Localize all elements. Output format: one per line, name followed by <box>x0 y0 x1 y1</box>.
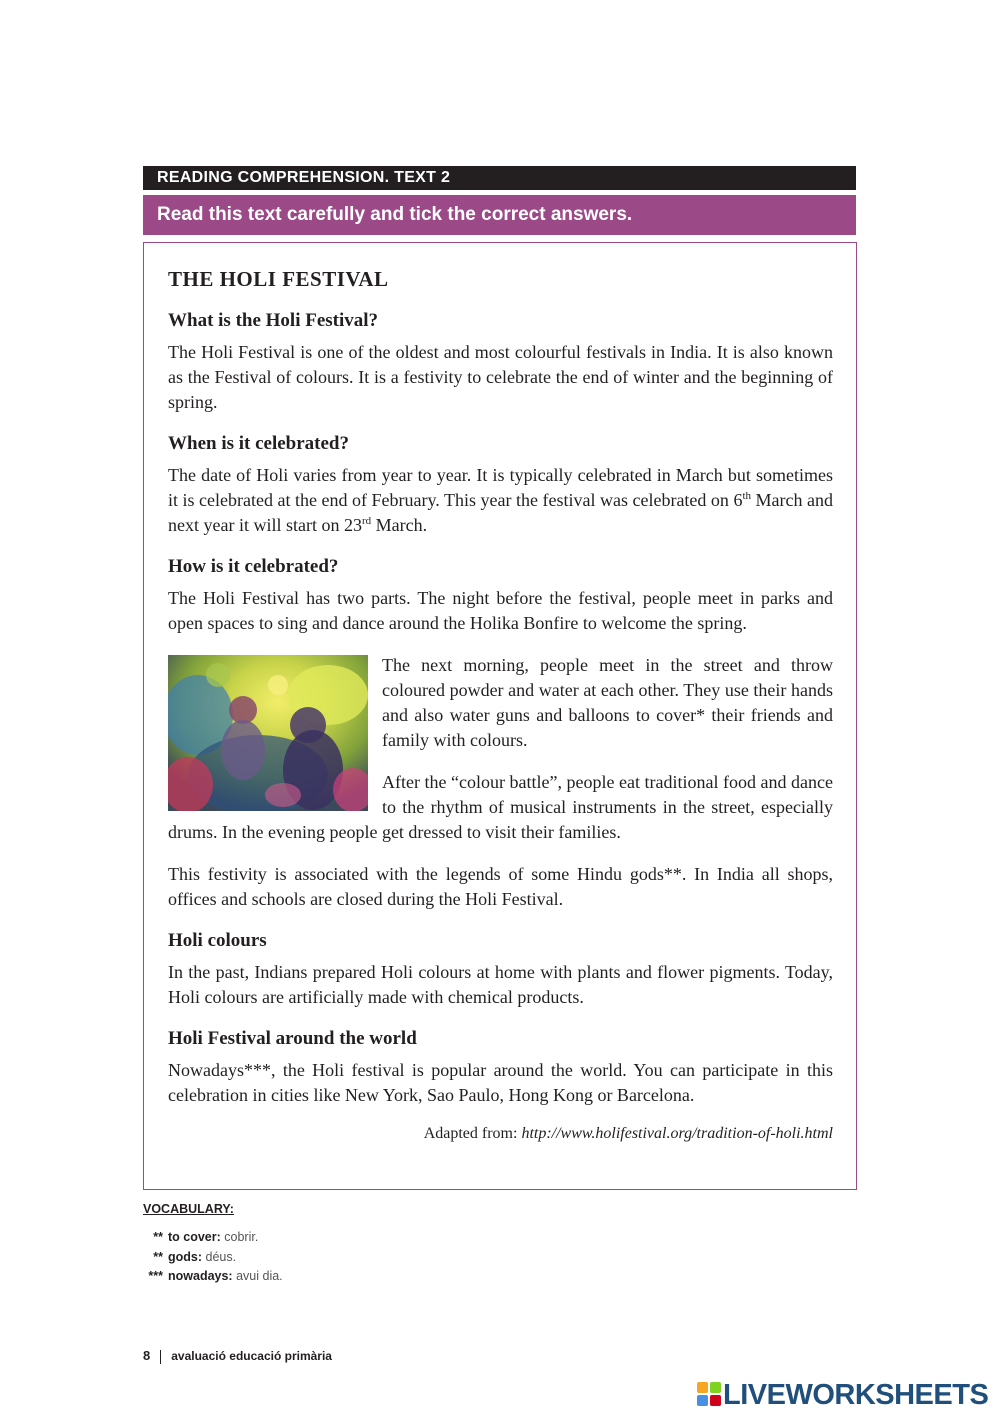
section-header-bar <box>143 166 856 190</box>
instruction-bar <box>143 195 856 235</box>
footnote-mark: ** <box>153 1230 163 1244</box>
heading-when: When is it celebrated? <box>168 433 350 454</box>
ordinal-suffix-rd: rd <box>361 515 372 527</box>
vocabulary-title: VOCABULARY: <box>143 1202 234 1216</box>
instruction-text: Read this text carefully and tick the correct answers. <box>157 204 633 225</box>
paragraph-how-2: The next morning, people meet in the street and throw coloured powder and water at each other. They use their hands and also water guns and balloons to cover* their friends and family with colours. <box>382 655 833 750</box>
vocabulary-term: gods: <box>168 1249 203 1264</box>
footer-divider <box>160 1350 161 1364</box>
heading-holi-colours: Holi colours <box>168 930 267 951</box>
vocabulary-definition: déus. <box>205 1249 237 1264</box>
paragraph-holi-colours: In the past, Indians prepared Holi colours at home with plants and flower pigments. Today, Holi colours are artificially made with chemical products. <box>168 962 833 1007</box>
paragraph-when <box>168 463 833 538</box>
when-text-b: March and next year it will start on 23 <box>168 490 834 535</box>
when-text-a: The date of Holi varies from year to year. It is typically celebrated in March but sometimes it is celebrated at the end of February. This year the festival was celebrated on 6 <box>168 465 833 510</box>
footnote-mark: ** <box>153 1249 163 1264</box>
holi-photo-image <box>168 655 368 811</box>
page-number: 8 <box>143 1348 151 1363</box>
paragraph-what-is: The Holi Festival is one of the oldest and most colourful festivals in India. It is also known as the Festival of colours. It is a festivity to celebrate the end of winter and the beginning of spring. <box>168 342 833 412</box>
liveworksheets-logo-text: LIVEWORKSHEETS <box>723 1379 989 1411</box>
liveworksheets-logo-icon <box>697 1382 721 1406</box>
vocabulary-term: nowadays: <box>168 1269 233 1283</box>
source-url: http://www.holifestival.org/tradition-of-holi.html <box>521 1125 833 1142</box>
reading-text-box <box>143 242 857 1190</box>
vocabulary-item <box>143 1228 283 1248</box>
vocabulary-item <box>143 1248 283 1268</box>
holi-festival-photo <box>168 655 368 811</box>
source-citation <box>168 1125 833 1143</box>
vocabulary-definition: cobrir. <box>224 1230 259 1244</box>
when-text-c: March. <box>371 515 428 535</box>
paragraph-how-4: This festivity is associated with the legends of some Hindu gods**. In India all shops, offices and schools are closed during the Holi Festival. <box>168 864 833 909</box>
vocabulary-term: to cover: <box>168 1230 221 1244</box>
vocabulary-definition: avui dia. <box>236 1269 283 1283</box>
source-prefix: Adapted from: <box>423 1125 522 1142</box>
article-title: THE HOLI FESTIVAL <box>168 267 389 291</box>
paragraph-around-world: Nowadays***, the Holi festival is popular around the world. You can participate in this celebration in cities like New York, Sao Paulo, Hong Kong or Barcelona. <box>168 1060 833 1105</box>
vocabulary-list <box>143 1228 283 1287</box>
footnote-mark: *** <box>148 1269 163 1283</box>
section-label: READING COMPREHENSION. TEXT 2 <box>157 169 451 186</box>
article <box>168 267 833 1143</box>
heading-what-is: What is the Holi Festival? <box>168 310 379 331</box>
ordinal-suffix-th: th <box>742 490 752 502</box>
paragraph-how-1: The Holi Festival has two parts. The night before the festival, people meet in parks and open spaces to sing and dance around the Holika Bonfire to welcome the spring. <box>168 588 833 633</box>
publication-name: avaluació educació primària <box>171 1349 332 1363</box>
vocabulary-item <box>143 1267 283 1287</box>
paragraph-how-3: After the “colour battle”, people eat traditional food and dance to the rhythm of musical instruments in the street, especially drums. In the evening people get dressed to visit their families. <box>168 772 833 842</box>
heading-around-world: Holi Festival around the world <box>168 1028 417 1049</box>
heading-how: How is it celebrated? <box>168 556 339 577</box>
page-footer <box>143 1348 332 1364</box>
